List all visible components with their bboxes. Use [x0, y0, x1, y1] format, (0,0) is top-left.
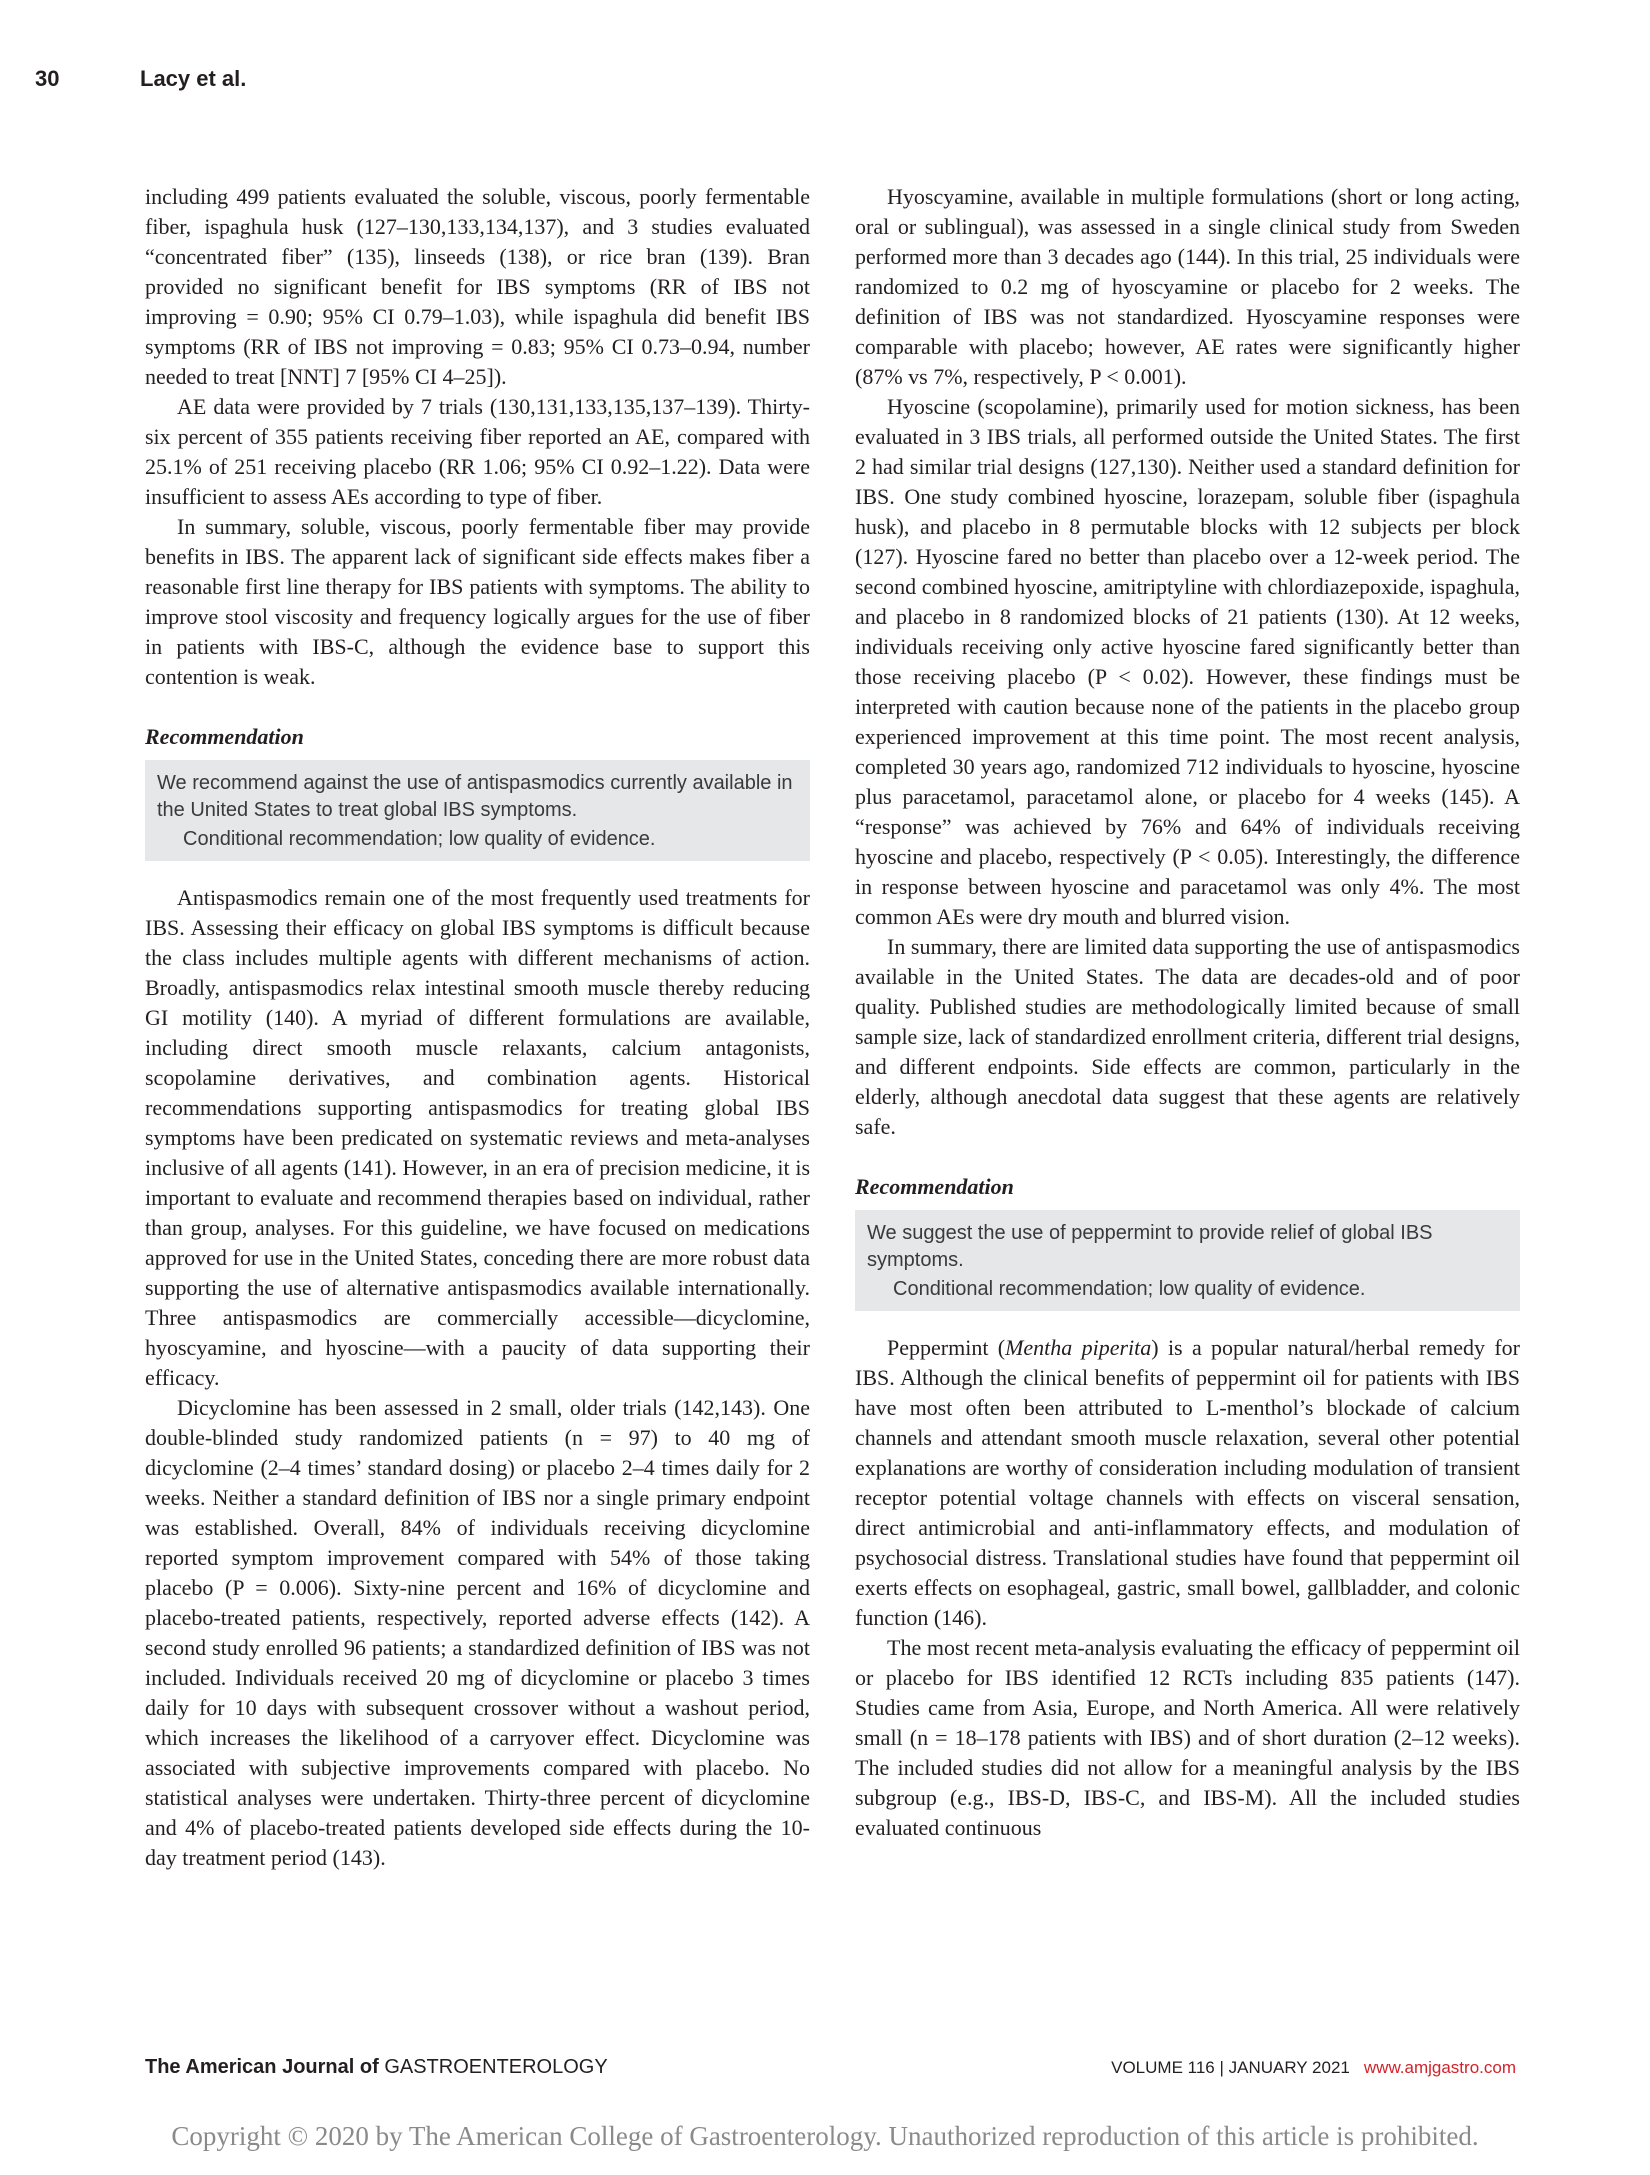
paragraph: Hyoscine (scopolamine), primarily used for motion sickness, has been evaluated in 3 IBS trials, all performed outside the United States. The first 2 had similar trial designs (127,130). Neither used a standard definition for IBS. One study combined hyoscine, lorazepam, soluble fiber (ispaghula husk), and placebo in 8 permutable blocks with 12 subjects per block (127). Hyoscine fared no better than placebo over a 12-week period. The second combined hyoscine, amitriptyline with chlordiazepoxide, ispaghula, and placebo in 8 randomized blocks of 21 patients (130). At 12 weeks, individuals receiving only active hyoscine fared significantly better than those receiving placebo (P < 0.02). However, these findings must be interpreted with caution because none of the patients in the placebo group experienced improvement at this time point. The most recent analysis, completed 30 years ago, randomized 712 individuals to hyoscine, hyoscine plus paracetamol, paracetamol alone, or placebo for 4 weeks (145). A “response” was achieved by 76% and 64% of individuals receiving hyoscine and placebo, respectively (P < 0.05). Interestingly, the difference in response between hyoscine and paracetamol was only 4%. The most common AEs were dry mouth and blurred vision. [855, 394, 1520, 929]
recommendation-heading: Recommendation [145, 724, 304, 749]
page-footer [0, 2040, 1650, 2175]
paragraph-text: ) is a popular natural/herbal remedy for IBS. Although the clinical benefits of peppermint oil for patients with IBS have most often been attributed to L-menthol’s blockade of calcium channels and attendant smooth muscle relaxation, several other potential explanations are worthy of consideration including modulation of transient receptor potential voltage channels with effects on visceral sensation, direct antimicrobial and anti-inflammatory effects, and modulation of psychosocial distress. Translational studies have found that peppermint oil exerts effects on esophageal, gastric, small bowel, gallbladder, and colonic function (146). [855, 1335, 1521, 1630]
paragraph: Dicyclomine has been assessed in 2 small, older trials (142,143). One double-blinded study randomized patients (n = 97) to 40 mg of dicyclomine (2–4 times’ standard dosing) or placebo 2–4 times daily for 2 weeks. Neither a standard definition of IBS nor a single primary endpoint was established. Overall, 84% of individuals receiving dicyclomine reported symptom improvement compared with 54% of those taking placebo (P = 0.006). Sixty-nine percent and 16% of dicyclomine and placebo-treated patients, respectively, reported adverse effects (142). A second study enrolled 96 patients; a standardized definition of IBS was not included. Individuals received 20 mg of dicyclomine or placebo 3 times daily for 10 days with subsequent crossover without a washout period, which increases the likelihood of a carryover effect. Dicyclomine was associated with subjective improvements compared with placebo. No statistical analyses were undertaken. Thirty-three percent of dicyclomine and 4% of placebo-treated patients developed side effects during the 10-day treatment period (143). [145, 1395, 810, 1870]
volume-info [1111, 2058, 1516, 2078]
paragraph: including 499 patients evaluated the soluble, viscous, poorly fermentable fiber, ispaghula husk (127–130,133,134,137), and 3 studies evaluated “concentrated fiber” (135), linseeds (138), or rice bran (139). Bran provided no significant benefit for IBS symptoms (RR of IBS not improving = 0.90; 95% CI 0.79–1.03), while ispaghula did benefit IBS symptoms (RR of IBS not improving = 0.83; 95% CI 0.73–0.94, number needed to treat [NNT] 7 [95% CI 4–25]). [145, 184, 810, 389]
copyright-notice: Copyright © 2020 by The American College of Gastroenterology. Unauthorized reproduction of this article is prohibited. [171, 2121, 1479, 2151]
paragraph: AE data were provided by 7 trials (130,131,133,135,137–139). Thirty-six percent of 355 patients receiving fiber reported an AE, compared with 25.1% of 251 receiving placebo (RR 1.06; 95% CI 0.92–1.22). Data were insufficient to assess AEs according to type of fiber. [145, 394, 810, 509]
paragraph [855, 1333, 1520, 1633]
paragraph: Hyoscyamine, available in multiple formulations (short or long acting, oral or sublingual), was assessed in a single clinical study from Sweden performed more than 3 decades ago (144). In this trial, 25 individuals were randomized to 0.2 mg of hyoscyamine or placebo for 2 weeks. The definition of IBS was not standardized. Hyoscyamine responses were comparable with placebo; however, AE rates were significantly higher (87% vs 7%, respectively, P < 0.001). [855, 184, 1520, 389]
paragraph: In summary, there are limited data supporting the use of antispasmodics available in the United States. The data are decades-old and of poor quality. Published studies are methodologically limited because of small sample size, lack of standardized enrollment criteria, different trial designs, and different endpoints. Side effects are common, particularly in the elderly, although anecdotal data suggest that these agents are relatively safe. [855, 934, 1520, 1139]
right-column [855, 182, 1520, 1843]
running-head-authors: Lacy et al. [140, 66, 247, 91]
left-column [145, 182, 810, 1873]
recommendation-box [855, 1210, 1520, 1311]
recommendation-text: We suggest the use of peppermint to provide relief of global IBS symptoms. [867, 1222, 1433, 1271]
volume-issue: VOLUME 116 | JANUARY 2021 [1111, 2058, 1350, 2077]
page-number: 30 [35, 66, 60, 91]
recommendation-strength: Conditional recommendation; low quality of evidence. [183, 828, 656, 850]
recommendation-strength: Conditional recommendation; low quality of evidence. [893, 1278, 1366, 1300]
page-header [0, 0, 1650, 110]
journal-title [145, 2056, 608, 2079]
species-name: Mentha piperita [1005, 1335, 1152, 1360]
recommendation-heading: Recommendation [855, 1174, 1014, 1199]
paragraph-text: Peppermint ( [887, 1335, 1006, 1360]
recommendation-text: We recommend against the use of antispasmodics currently available in the United States to treat global IBS symptoms. [157, 772, 793, 821]
journal-url-link[interactable]: www.amjgastro.com [1363, 2058, 1516, 2077]
paragraph: Antispasmodics remain one of the most frequently used treatments for IBS. Assessing their efficacy on global IBS symptoms is difficult because the class includes multiple agents with different mechanisms of action. Broadly, antispasmodics relax intestinal smooth muscle thereby reducing GI motility (140). A myriad of different formulations are available, including direct smooth muscle relaxants, calcium antagonists, scopolamine derivatives, and combination agents. Historical recommendations supporting antispasmodics for treating global IBS symptoms have been predicated on systematic reviews and meta-analyses inclusive of all agents (141). However, in an era of precision medicine, it is important to evaluate and recommend therapies based on individual, rather than group, analyses. For this guideline, we have focused on medications approved for use in the United States, conceding there are more robust data supporting the use of alternative antispasmodics available internationally. Three antispasmodics are commercially accessible—dicyclomine, hyoscyamine, and hyoscine—with a paucity of data supporting their efficacy. [145, 885, 810, 1390]
journal-title-name: GASTROENTEROLOGY [384, 2056, 608, 2078]
paragraph: The most recent meta-analysis evaluating the efficacy of peppermint oil or placebo for IBS identified 12 RCTs including 835 patients (147). Studies came from Asia, Europe, and North America. All were relatively small (n = 18–178 patients with IBS) and of short duration (2–12 weeks). The included studies did not allow for a meaningful analysis by the IBS subgroup (e.g., IBS-D, IBS-C, and IBS-M). All the included studies evaluated continuous [855, 1635, 1520, 1840]
paragraph: In summary, soluble, viscous, poorly fermentable fiber may provide benefits in IBS. The apparent lack of significant side effects makes fiber a reasonable first line therapy for IBS patients with symptoms. The ability to improve stool viscosity and frequency logically argues for the use of fiber in patients with IBS-C, although the evidence base to support this contention is weak. [145, 514, 810, 689]
recommendation-box [145, 760, 810, 861]
journal-title-prefix: The American Journal of [145, 2056, 379, 2078]
